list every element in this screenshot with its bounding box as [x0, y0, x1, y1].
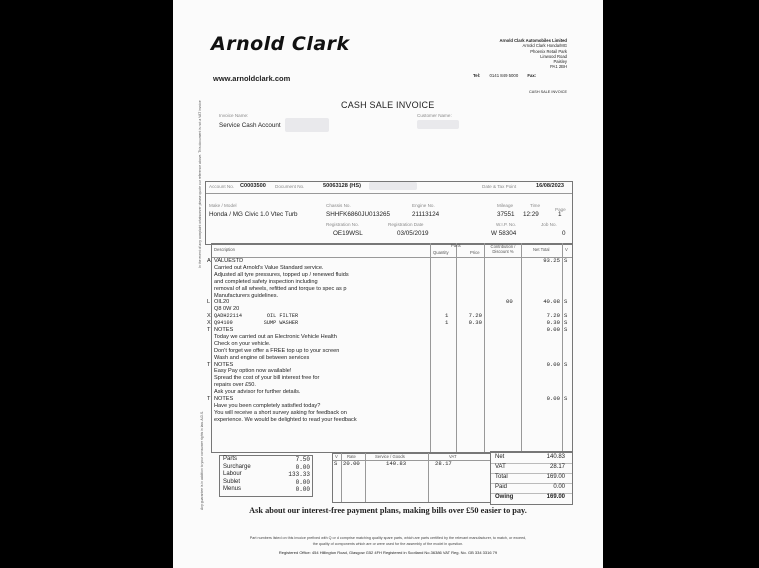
- reg-label: Registration No.: [326, 222, 359, 227]
- col-v: V: [565, 247, 568, 252]
- line-quantity: 1: [445, 312, 449, 320]
- line-description: Q94109 SUMP WASHER: [214, 320, 299, 327]
- total-label: Total: [495, 474, 508, 480]
- line-description: VALUESTD: [214, 258, 244, 264]
- breakdown-label: Labour: [223, 471, 242, 478]
- line-description: removal of all wheels, refitted and torque to spec as p: [214, 285, 347, 292]
- col-divider: [365, 453, 366, 502]
- line-code: X: [207, 313, 211, 320]
- breakdown-value: 0.00: [295, 486, 310, 494]
- breakdown-value: 133.33: [288, 471, 310, 479]
- registered-office: Registered Office: 454 Hillington Road, Glasgow G52 4FH Registered in Scotland No.36386 VAT Reg. No. GB 334 3316 79: [278, 550, 498, 555]
- time-value: 12:29: [523, 211, 539, 218]
- line-description: Have you been completely satisfied today?: [214, 402, 321, 409]
- total-label: VAT: [495, 464, 506, 470]
- company-name: Arnold Clark Automobiles Limited: [499, 38, 567, 43]
- line-code: T: [207, 327, 211, 333]
- vat-col-goods: Service / Goods: [375, 454, 405, 459]
- total-value: 28.17: [549, 464, 565, 470]
- redacted-block: [417, 120, 459, 129]
- address-line: Linwood Road: [540, 53, 567, 59]
- col-divider: [341, 453, 342, 502]
- line-description: experience. We would be delighted to read your feedback: [214, 416, 357, 423]
- line-net-total: 0.00: [546, 326, 560, 333]
- line-price: 0.30: [468, 319, 482, 327]
- vat-rate: 20.00: [343, 460, 360, 467]
- engine-label: Engine No.: [412, 203, 435, 208]
- line-description: Don't forget we offer a FREE top up to your screen: [214, 347, 340, 354]
- vat-goods: 140.83: [386, 460, 407, 467]
- total-value: 169.00: [546, 494, 565, 500]
- line-net-total: 93.25: [543, 257, 560, 264]
- col-divider: [484, 243, 485, 452]
- breakdown-label: Parts: [223, 456, 238, 462]
- job-value: 0: [562, 230, 566, 237]
- line-net-total: 0.00: [546, 395, 560, 402]
- divider: [206, 193, 572, 194]
- page-label: Page: [555, 207, 566, 212]
- total-label: Owing: [495, 494, 514, 500]
- breakdown-value: 7.50: [295, 456, 310, 463]
- payment-plan-advert: Ask about our interest-free payment plans, making bills over £50 easier to pay.: [249, 506, 527, 515]
- fax-label: Fax:: [527, 73, 537, 78]
- line-net-total: 0.00: [546, 360, 560, 368]
- account-label: Account No.: [209, 184, 235, 189]
- col-description: Description: [214, 247, 235, 252]
- line-code: X: [207, 320, 211, 327]
- account-value: C0003500: [240, 183, 266, 189]
- address-line: Arnold Clark Honda/MG: [522, 43, 567, 49]
- regdate-value: 03/05/2019: [397, 230, 429, 237]
- footer-note: Part numbers listed on this invoice prefixed with Q or d comprise matching quality spare parts, which are parts certified by the relevant manufacturer, to match, or exceed,: [249, 536, 527, 540]
- line-code: T: [207, 396, 211, 402]
- line-vat-code: S: [564, 395, 568, 402]
- page-value: 1: [558, 211, 562, 218]
- breakdown-value: 0.00: [295, 478, 310, 486]
- col-divider: [562, 243, 563, 452]
- footer-note: the quality of components which are or were used for the assembly of the model in question.: [312, 542, 464, 546]
- side-disclaimer: In the event of any complaint whatsoever please quote our reference above. This document is not a VAT invoice: [198, 100, 202, 268]
- line-vat-code: S: [564, 319, 568, 327]
- col-divider: [428, 453, 429, 502]
- engine-value: 21113124: [412, 211, 440, 218]
- total-value: 0.00: [553, 484, 565, 490]
- document-label: Document No.: [275, 184, 305, 189]
- line-description: Q8 0W 20: [214, 306, 240, 313]
- line-description: repairs over £50.: [214, 382, 256, 389]
- breakdown-value: 0.00: [295, 463, 310, 471]
- line-description: Spread the cost of your bill interest free for: [214, 375, 320, 382]
- website-link[interactable]: www.arnoldclark.com: [213, 74, 291, 83]
- date-label: Date & Tax Point: [482, 184, 517, 189]
- wip-value: W 58304: [491, 230, 517, 237]
- line-vat-code: S: [564, 312, 568, 320]
- line-description: You will receive a short survey asking for feedback on: [214, 409, 347, 416]
- col-price: Price: [470, 250, 480, 255]
- col-quantity: Quantity: [433, 250, 449, 255]
- line-description: Carried out Arnold's Value Standard service.: [214, 264, 324, 271]
- redacted-block: [369, 182, 417, 190]
- chassis-label: Chassis No.: [326, 203, 351, 208]
- invoice-name-label: Invoice Name:: [219, 113, 249, 118]
- line-net-total: 0.30: [546, 319, 560, 327]
- contact-line: [473, 73, 536, 78]
- breakdown-label: Sublet: [223, 478, 241, 485]
- vat-amount: 28.17: [435, 460, 452, 467]
- total-value: 169.00: [546, 474, 565, 480]
- line-code: A: [207, 258, 211, 264]
- line-description: Easy Pay option now available!: [214, 368, 292, 375]
- line-vat-code: S: [564, 326, 568, 333]
- make-value: Honda / MG Civic 1.0 Vtec Turb: [209, 211, 298, 218]
- address-line: PA1 2BH: [550, 64, 567, 70]
- total-value: 140.83: [546, 454, 565, 460]
- tel-label: Tel:: [473, 73, 481, 78]
- date-value: 16/08/2023: [536, 183, 564, 189]
- company-logo: Arnold Clark: [211, 33, 350, 55]
- wip-label: W.I.P. No.: [496, 222, 517, 227]
- col-divider: [430, 243, 431, 452]
- side-disclaimer-2: Any guarantee is in addition to your consumer rights in law. A.D.S.: [200, 410, 204, 510]
- line-description: Check on your vehicle.: [214, 340, 271, 347]
- address-line: Paisley: [553, 59, 567, 65]
- mileage-label: Mileage: [497, 203, 514, 208]
- line-discount: 00: [506, 298, 513, 306]
- line-code: L: [207, 299, 211, 306]
- vat-col-v: V: [335, 454, 338, 459]
- line-code: T: [207, 361, 211, 368]
- breakdown-label: Surcharge: [223, 463, 251, 470]
- customer-name-label: Customer Name:: [417, 113, 452, 118]
- total-label: Paid: [495, 484, 508, 490]
- address-line: Phoenix Retail Park: [530, 48, 567, 54]
- document-value: 50063128 (HS): [323, 183, 361, 189]
- vat-code: S: [334, 460, 338, 467]
- line-net-total: 7.20: [546, 312, 560, 320]
- line-description: Ask your advisor for further details.: [214, 389, 301, 396]
- redacted-block: [285, 118, 329, 132]
- total-label: Net: [495, 454, 505, 460]
- col-contribution: Contribution / Discount %: [490, 244, 516, 254]
- col-divider: [521, 243, 522, 452]
- line-description: and completed safety inspection including: [214, 278, 318, 285]
- line-vat-code: S: [564, 298, 568, 306]
- vat-col-vat: VAT: [449, 454, 457, 459]
- col-net-total: Net Total: [533, 247, 550, 252]
- line-description: Today we carried out an Electronic Vehicle Health: [214, 333, 337, 340]
- chassis-value: SHHFK6860JU013265: [326, 211, 391, 218]
- make-label: Make / Model: [209, 203, 237, 208]
- regdate-label: Registration Date: [388, 222, 424, 227]
- line-vat-code: S: [564, 257, 568, 264]
- line-vat-code: S: [564, 360, 568, 368]
- time-label: Time: [530, 203, 541, 208]
- line-description: NOTES: [214, 327, 234, 333]
- line-description: NOTES: [214, 361, 234, 368]
- line-description: Manufacturers guidelines.: [214, 292, 279, 299]
- invoice-name-value: Service Cash Account: [219, 122, 281, 129]
- line-quantity: 1: [445, 319, 449, 327]
- small-doc-title: CASH SALE INVOICE: [529, 90, 567, 94]
- invoice-page: [173, 0, 603, 568]
- line-description: NOTES: [214, 396, 234, 402]
- job-label: Job No.: [541, 222, 557, 227]
- col-parts: Parts: [451, 243, 461, 248]
- tel-value: 0141 849 5000: [489, 73, 519, 78]
- col-divider: [456, 243, 457, 452]
- table-header-divider: [212, 257, 572, 258]
- reg-value: OE19WSL: [333, 230, 363, 237]
- mileage-value: 37551: [497, 211, 515, 218]
- line-price: 7.20: [468, 312, 482, 320]
- line-description: OIL20: [214, 299, 230, 306]
- line-description: Wash and engine oil between services: [214, 354, 310, 361]
- company-address: [499, 38, 567, 70]
- breakdown-label: Menus: [223, 486, 242, 493]
- document-title: CASH SALE INVOICE: [341, 100, 435, 110]
- line-description: QADH22114 OIL FILTER: [214, 313, 299, 320]
- line-description: Adjusted all tyre pressures, topped up / renewed fluids: [214, 271, 349, 278]
- vat-col-rate: Rate: [347, 454, 356, 459]
- line-net-total: 40.08: [543, 298, 560, 306]
